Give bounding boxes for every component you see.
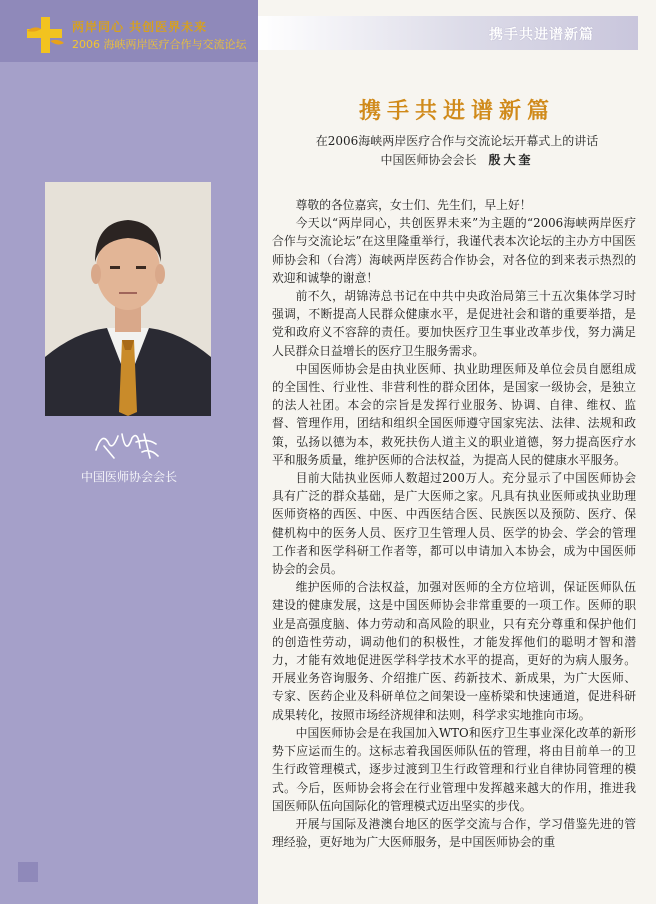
article-byline — [258, 151, 656, 170]
article-title: 携手共进谱新篇 — [358, 98, 555, 124]
paragraph: 今天以“两岸同心，共创医界未来”为主题的“2006海峡两岸医疗合作与交流论坛”在这里隆重举行，我谨代表本次论坛的主办方中国医师协会和（台湾）海峡两岸医药合作协会，对各位的到来表示热烈的欢迎和诚挚的谢意！ — [272, 216, 636, 285]
article-body — [272, 196, 636, 851]
author-portrait — [45, 182, 211, 416]
author-role: 中国医师协会会长 — [380, 153, 477, 167]
page-header — [0, 0, 656, 62]
author-signature — [92, 428, 162, 462]
paragraph: 前不久，胡锦涛总书记在中共中央政治局第三十五次集体学习时强调，不断提高人民群众健康水平，是促进社会和谐的重要举措，是党和政府义不容辞的责任。要加快医疗卫生事业改革步伐，努力满足人民群众日益增长的医疗卫生服务需求。 — [272, 289, 636, 358]
paragraph: 中国医师协会是由执业医师、执业助理医师及单位会员自愿组成的全国性、行业性、非营利性的群众团体，是国家一级协会，是独立的法人社团。本会的宗旨是发挥行业服务、协调、自律、维权、监督、管理作用，团结和组织全国医师遵守国家宪法、法律、法规和政策，弘扬以德为本，救死扶伤人道主义的职业道德，努力提高医疗水平和服务质量，维护医师的合法权益，为提高人民的健康水平服务。 — [272, 361, 636, 467]
article-subtitle: 在2006海峡两岸医疗合作与交流论坛开幕式上的讲话 — [315, 134, 599, 148]
paragraph: 尊敬的各位嘉宾，女士们、先生们，早上好！ — [295, 198, 532, 212]
decorative-square — [18, 862, 38, 882]
header-section-title: 携手共进谱新篇 — [489, 27, 594, 43]
author-name: 殷大奎 — [488, 153, 534, 167]
header-forum-name: 2006 海峡两岸医疗合作与交流论坛 — [72, 38, 247, 51]
paragraph: 维护医师的合法权益，加强对医师的全方位培训，保证医师队伍建设的健康发展，这是中国医师协会非常重要的一项工作。医师的职业是高强度脑、体力劳动和高风险的职业，只有充分尊重和保护他们的创造性劳动，调动他们的积极性，才能发挥他们的聪明才智和潜力，才能有效地促进医学科学技术水平的提高，更好的为病人服务。开展业务咨询服务、介绍推广医、药新技术、新成果，为广大医师、专家、医药企业及科研单位之间架设一座桥梁和快速通道，促进科研成果转化，按照市场经济规律和法则，科学求实地推向市场。 — [272, 580, 636, 722]
paragraph: 中国医师协会是在我国加入WTO和医疗卫生事业深化改革的新形势下应运而生的。这标志着我国医师队伍的管理，将由目前单一的卫生行政管理模式，逐步过渡到卫生行政管理和行业自律协同管理的模式。今后，医师协会将会在行业管理中发挥越来越大的作用，推进我国医师队伍向国际化的管理模式迈出坚实的步伐。 — [272, 725, 636, 813]
paragraph: 开展与国际及港澳台地区的医学交流与合作，学习借鉴先进的管理经验，更好地为广大医师服务，是中国医师协会的重 — [272, 816, 636, 850]
paragraph: 目前大陆执业医师人数超过200万人。充分显示了中国医师协会具有广泛的群众基础，是广大医师之家。凡具有执业医师或执业助理医师资格的西医、中医、中西医结合医、民族医以及预防、医疗、保健机构中的医务人员、医疗卫生管理人员、医学的协会、学会的管理工作者和医学科研工作者等，都可以申请加入本协会，成为中国医师协会的会员。 — [272, 471, 636, 577]
forum-logo-icon — [25, 17, 67, 53]
header-slogan: 两岸同心 共创医界未来 — [72, 20, 208, 34]
article-subtitle-block — [258, 132, 656, 170]
author-caption: 中国医师协会会长 — [80, 470, 177, 484]
